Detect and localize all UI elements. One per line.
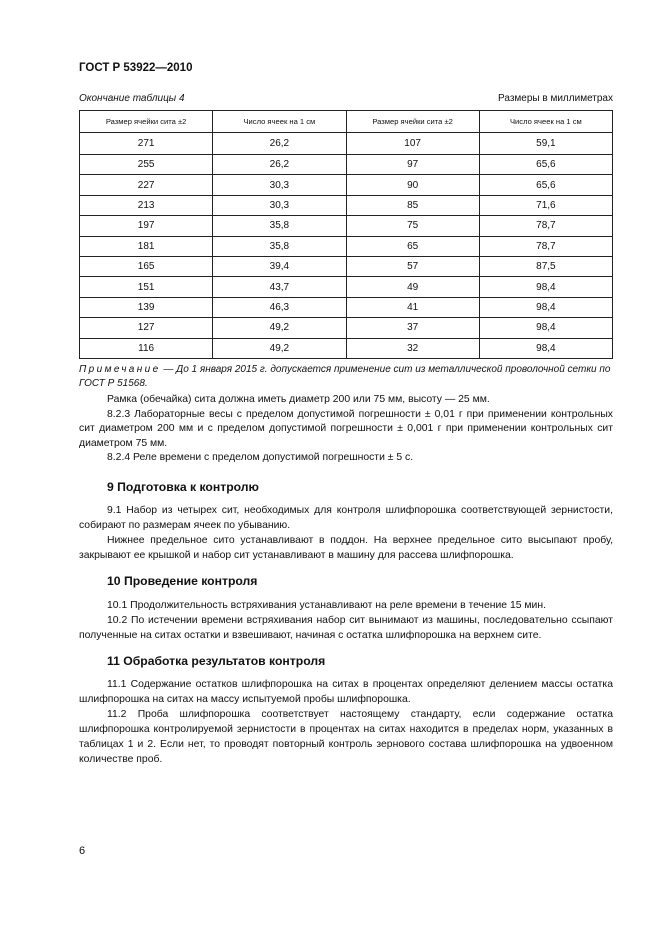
table-cell: 271 <box>80 133 213 155</box>
table-cell: 98,4 <box>479 277 612 297</box>
table-row <box>80 216 613 236</box>
table-cell: 197 <box>80 216 213 236</box>
table-row <box>80 277 613 297</box>
table-cell: 49,2 <box>213 338 346 358</box>
paragraph-frame: Рамка (обечайка) сита должна иметь диаметр 200 или 75 мм, высоту — 25 мм. <box>107 394 490 405</box>
table-cell: 26,2 <box>213 155 346 175</box>
table-cell: 30,3 <box>213 175 346 195</box>
table-cell: 139 <box>80 297 213 317</box>
section-11-body <box>79 677 613 767</box>
table-cell: 78,7 <box>479 236 612 256</box>
table-cell: 30,3 <box>213 195 346 215</box>
standard-header: ГОСТ Р 53922—2010 <box>79 62 193 74</box>
table-cell: 90 <box>346 175 479 195</box>
table-cell: 151 <box>80 277 213 297</box>
paragraph-9-1: 9.1 Набор из четырех сит, необходимых для контроля шлифпорошка соответствующей зернистости, собирают по размерам ячеек по убыванию. <box>79 505 613 531</box>
table-cell: 39,4 <box>213 256 346 276</box>
table-cell: 213 <box>80 195 213 215</box>
table-cell: 107 <box>346 133 479 155</box>
table-cell: 116 <box>80 338 213 358</box>
paragraph-8-2-3: 8.2.3 Лабораторные весы с пределом допустимой погрешности ± 0,01 г при применении контрольных сит диаметром 200 мм и с пределом допустимой погрешности ± 0,001 г при применении контрольных сит диаметром 75 мм. <box>79 408 613 449</box>
section-11 <box>79 654 613 669</box>
table-cell: 75 <box>346 216 479 236</box>
table-cell: 181 <box>80 236 213 256</box>
table-cell: 127 <box>80 318 213 338</box>
paragraph-10-1: 10.1 Продолжительность встряхивания устанавливают на реле времени в течение 15 мин. <box>107 600 546 611</box>
table-cell: 59,1 <box>479 133 612 155</box>
table-cell: 57 <box>346 256 479 276</box>
table-cell: 65 <box>346 236 479 256</box>
table-cell: 71,6 <box>479 195 612 215</box>
table-row <box>80 338 613 358</box>
table-cell: 43,7 <box>213 277 346 297</box>
paragraph-11-1: 11.1 Содержание остатков шлифпорошка на ситах в процентах определяют делением массы остатка шлифпорошка на ситах на массу испытуемой пробы шлифпорошка. <box>79 679 613 705</box>
table-cell: 78,7 <box>479 216 612 236</box>
section-9-body <box>79 503 613 563</box>
table-caption: Окончание таблицы 4 <box>79 93 185 104</box>
paragraph-8-2-4: 8.2.4 Реле времени с пределом допустимой погрешности ± 5 с. <box>107 452 414 463</box>
table-cell: 255 <box>80 155 213 175</box>
section-heading: 9 Подготовка к контролю <box>107 480 259 494</box>
table-cell: 37 <box>346 318 479 338</box>
note-label: Примечание <box>79 364 161 375</box>
table-cell: 41 <box>346 297 479 317</box>
table-cell: 49 <box>346 277 479 297</box>
section-10 <box>79 574 613 589</box>
table-row <box>80 318 613 338</box>
table-units-note: Размеры в миллиметрах <box>498 93 613 104</box>
page-number: 6 <box>79 845 86 857</box>
section-10-body <box>79 598 613 643</box>
note-text: — До 1 января 2015 г. допускается применение сит из металлической проволочной сетки по ГОСТ Р 51568. <box>79 364 611 389</box>
paragraph-11-2: 11.2 Проба шлифпорошка соответствует настоящему стандарту, если содержание остатка шлифпорошка контролируемой зернистости в процентах на ситах находится в пределах норм, указанных в таблицах 1 и 2. Если нет, то проводят повторный контроль зернового состава шлифпорошка на удвоенном количестве проб. <box>79 709 613 765</box>
table-cell: 165 <box>80 256 213 276</box>
table-cell: 26,2 <box>213 133 346 155</box>
table-row <box>80 155 613 175</box>
table-cell: 46,3 <box>213 297 346 317</box>
table-cell: 98,4 <box>479 297 612 317</box>
table-note <box>79 363 613 391</box>
table-cell: 65,6 <box>479 155 612 175</box>
column-header: Размер ячейки сита ±2 <box>80 111 213 133</box>
section-9 <box>79 480 613 495</box>
section-heading: 10 Проведение контроля <box>107 574 258 588</box>
table-cell: 35,8 <box>213 236 346 256</box>
table-cell: 65,6 <box>479 175 612 195</box>
table-cell: 49,2 <box>213 318 346 338</box>
table-cell: 98,4 <box>479 338 612 358</box>
table-row <box>80 297 613 317</box>
table-row <box>80 195 613 215</box>
table-cell: 35,8 <box>213 216 346 236</box>
table-cell: 98,4 <box>479 318 612 338</box>
table-cell: 32 <box>346 338 479 358</box>
sieve-table <box>79 110 613 359</box>
section-heading: 11 Обработка результатов контроля <box>107 654 326 668</box>
paragraph-10-2: 10.2 По истечении времени встряхивания набор сит вынимают из машины, последовательно ссыпают полученные на ситах остатки и взвешивают, начиная с остатка шлифпорошка на верхнем сите. <box>79 615 613 641</box>
table-row <box>80 133 613 155</box>
table-row <box>80 236 613 256</box>
clause-8-block <box>79 393 613 466</box>
table-cell: 87,5 <box>479 256 612 276</box>
column-header: Число ячеек на 1 см <box>213 111 346 133</box>
table-row <box>80 256 613 276</box>
table-row <box>80 175 613 195</box>
paragraph-9-1-cont: Нижнее предельное сито устанавливают в поддон. На верхнее предельное сито высыпают пробу, закрывают ее крышкой и набор сит устанавливают в машину для рассева шлифпорошка. <box>79 535 613 561</box>
column-header: Размер ячейки сита ±2 <box>346 111 479 133</box>
table-cell: 97 <box>346 155 479 175</box>
column-header: Число ячеек на 1 см <box>479 111 612 133</box>
table-header-row <box>80 111 613 133</box>
table-cell: 85 <box>346 195 479 215</box>
table-cell: 227 <box>80 175 213 195</box>
